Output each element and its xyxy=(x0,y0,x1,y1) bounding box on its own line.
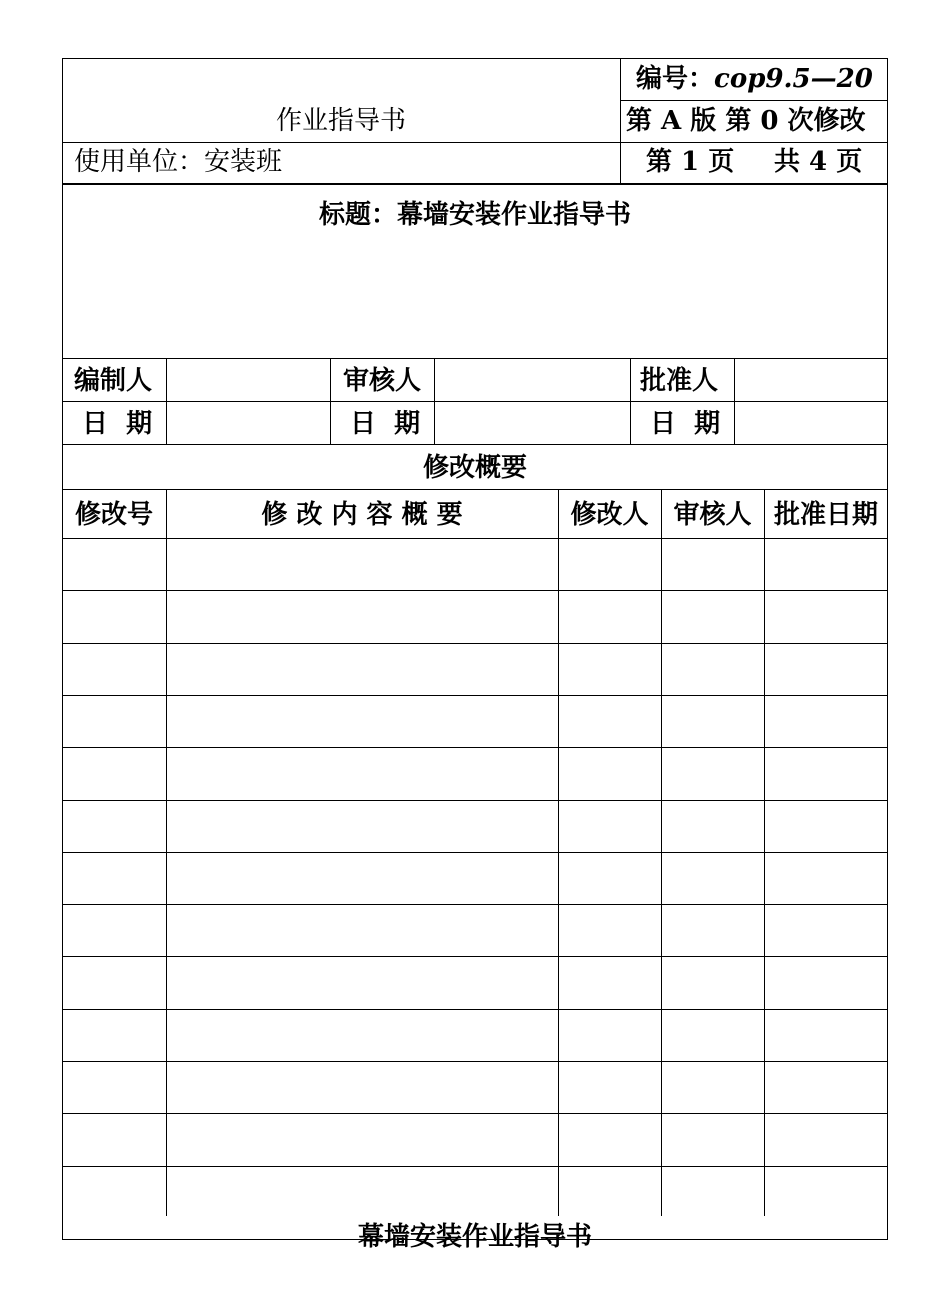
col-header-approval-date: 批准日期 xyxy=(773,500,878,530)
approver-label: 批准人 xyxy=(640,366,719,396)
col-header-reviewer: 审核人 xyxy=(673,500,752,530)
signoff-column-divider xyxy=(330,358,331,444)
document-title: 标题：幕墙安装作业指导书 xyxy=(318,200,631,230)
revision-heading: 修改概要 xyxy=(422,453,527,483)
signoff-column-divider xyxy=(630,358,631,444)
page-number: 第 1 页 xyxy=(646,147,735,177)
signoff-divider xyxy=(62,358,888,359)
doc-type: 作业指导书 xyxy=(275,106,406,136)
header-column-divider xyxy=(620,58,621,183)
doc-code xyxy=(636,64,873,94)
table-column-line xyxy=(166,489,167,1216)
signoff-column-divider xyxy=(166,358,167,444)
header-divider xyxy=(62,142,888,143)
signoff-column-divider xyxy=(734,358,735,444)
table-column-line xyxy=(558,489,559,1216)
signoff-divider xyxy=(62,444,888,445)
doc-code-label: 编号： xyxy=(636,64,715,94)
header-divider xyxy=(620,100,888,101)
table-column-line xyxy=(661,489,662,1216)
usage-unit: 使用单位：安装班 xyxy=(74,147,283,177)
page-total: 共 4 页 xyxy=(774,147,863,177)
col-header-reviser: 修改人 xyxy=(570,500,649,530)
col-header-rev-no: 修改号 xyxy=(74,500,153,530)
compiler-label: 编制人 xyxy=(74,366,153,396)
table-column-line xyxy=(764,489,765,1216)
col-header-summary: 修 改 内 容 概 要 xyxy=(261,500,463,530)
doc-version: 第 A 版 第 0 次修改 xyxy=(626,106,866,136)
doc-code-value: cop9.5—20 xyxy=(714,64,873,94)
approver-date-label: 日 期 xyxy=(650,409,721,439)
signoff-divider xyxy=(62,401,888,402)
header-divider xyxy=(62,183,888,185)
signoff-column-divider xyxy=(434,358,435,444)
compiler-date-label: 日 期 xyxy=(82,409,153,439)
footer-title: 幕墙安装作业指导书 xyxy=(357,1222,592,1252)
reviewer-label: 审核人 xyxy=(343,366,422,396)
reviewer-date-label: 日 期 xyxy=(350,409,421,439)
